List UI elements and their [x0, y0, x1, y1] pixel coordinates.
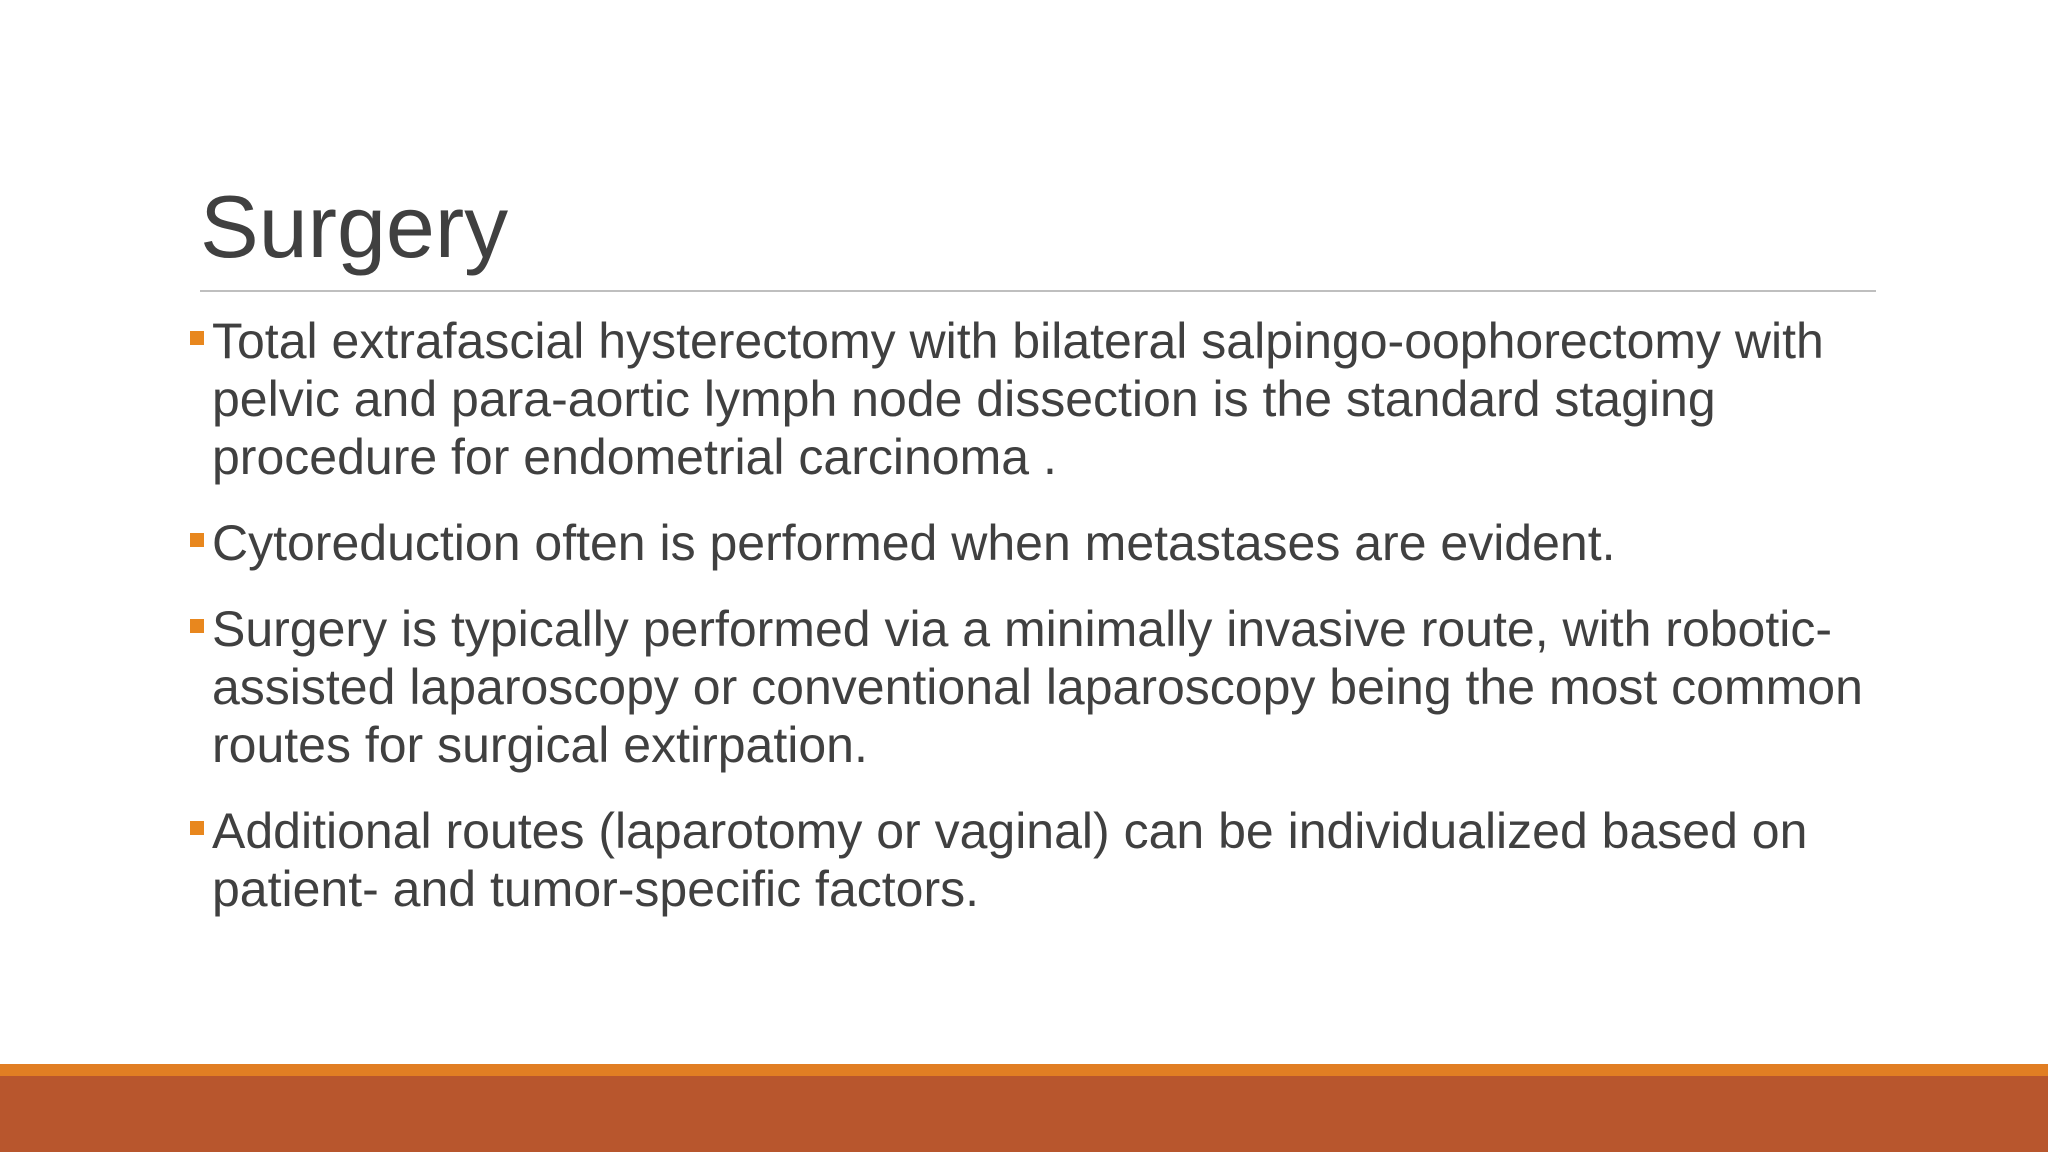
- bullet-text: Additional routes (laparotomy or vaginal) can be individualized based on patient- and tumor-specific factors.: [212, 803, 1808, 917]
- bullet-item: [186, 600, 1886, 774]
- bullet-text: Cytoreduction often is performed when metastases are evident.: [212, 515, 1616, 571]
- bullet-text: Total extrafascial hysterectomy with bilateral salpingo-oophorectomy with pelvic and para-aortic lymph node dissection is the standard staging procedure for endometrial carcinoma .: [212, 313, 1824, 485]
- bullet-item: [186, 312, 1886, 486]
- square-bullet-icon: [190, 821, 204, 835]
- bullet-list: [186, 312, 1886, 946]
- square-bullet-icon: [190, 331, 204, 345]
- bullet-item: [186, 802, 1886, 918]
- title-divider: [200, 290, 1876, 292]
- footer-accent-bar: [0, 1064, 2048, 1076]
- bullet-item: [186, 514, 1886, 572]
- slide-title: Surgery: [200, 177, 509, 276]
- bullet-text: Surgery is typically performed via a minimally invasive route, with robotic-assisted laparoscopy or conventional laparoscopy being the most common routes for surgical extirpation.: [212, 601, 1863, 773]
- footer-bar: [0, 1076, 2048, 1152]
- square-bullet-icon: [190, 619, 204, 633]
- square-bullet-icon: [190, 533, 204, 547]
